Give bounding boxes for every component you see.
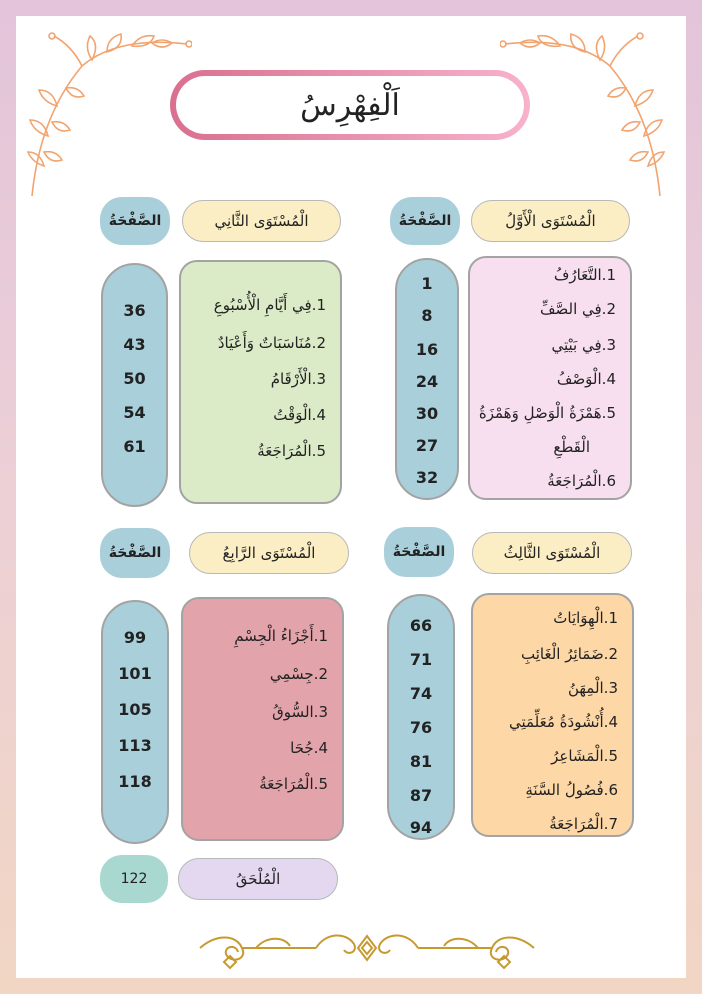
topic-item[interactable]: 4.الْوَقْتُ <box>273 406 326 424</box>
topic-item[interactable]: 5.الْمَشَاعِرُ <box>551 747 618 765</box>
level-4-pages <box>101 600 169 844</box>
page-number: 99 <box>123 628 147 647</box>
topic-item[interactable]: 7.الْمُرَاجَعَةُ <box>549 815 618 833</box>
topic-item[interactable]: 6.الْمُرَاجَعَةُ <box>547 472 616 490</box>
page-number: 87 <box>409 786 433 805</box>
level-3-header: الْمُسْتَوَى الثَّالِثُ <box>472 532 632 574</box>
level-3-topics <box>471 593 634 837</box>
topic-item[interactable]: 3.الْمِهَنُ <box>567 679 618 697</box>
page-number: 24 <box>415 372 439 391</box>
topic-item[interactable]: 4.جُحَا <box>290 739 328 757</box>
topic-item[interactable]: 2.جِسْمِي <box>269 665 328 683</box>
page-number: 101 <box>118 664 152 683</box>
topic-item[interactable]: 1.التَّعَارُفُ <box>553 266 616 284</box>
page-number: 30 <box>415 404 439 423</box>
page-number: 66 <box>409 616 433 635</box>
page-number: 81 <box>409 752 433 771</box>
page-number: 118 <box>118 772 152 791</box>
page-number: 27 <box>415 436 439 455</box>
page-number: 50 <box>123 369 146 388</box>
page-number: 61 <box>123 437 146 456</box>
page-number: 71 <box>409 650 433 669</box>
topic-item[interactable]: 2.ضَمَائِرُ الْغَائِبِ <box>521 645 618 663</box>
topic-item[interactable]: 5.هَمْزَةُ الْوَصْلِ وَهَمْزَةُ <box>478 404 616 422</box>
level-3-pages <box>387 594 455 840</box>
topic-item[interactable]: 5.الْمُرَاجَعَةُ <box>257 442 326 460</box>
appendix-label[interactable]: الْمُلْحَقُ <box>178 858 338 900</box>
topic-item[interactable]: 3.السُّوقُ <box>272 703 328 721</box>
level-4-header: الْمُسْتَوَى الرَّابِعُ <box>189 532 349 574</box>
topic-item[interactable]: 6.فُصُولُ السَّنَةِ <box>525 781 618 799</box>
floral-corner-left-icon <box>22 26 192 206</box>
level-1-header: الْمُسْتَوَى الْأَوَّلُ <box>471 200 630 242</box>
topic-item[interactable]: 3.الْأَرْقَامُ <box>270 370 326 388</box>
level-4-topics <box>181 597 344 841</box>
page-number: 1 <box>421 274 433 293</box>
topic-item[interactable]: 2.فِي الصَّفِّ <box>539 300 616 318</box>
level-2-page-header: الصَّفْحَةُ <box>100 197 170 245</box>
level-1-page-header: الصَّفْحَةُ <box>390 197 460 245</box>
appendix-page: 122 <box>100 855 168 903</box>
level-2-header: الْمُسْتَوَى الثَّانِي <box>182 200 341 242</box>
topic-item[interactable]: 4.أُنْشُودَةُ مُعَلِّمَتِي <box>508 713 618 731</box>
page-title: اَلْفِهْرِسُ <box>176 76 524 134</box>
topic-item[interactable]: 5.الْمُرَاجَعَةُ <box>259 775 328 793</box>
level-2-topics <box>179 260 342 504</box>
page-number: 43 <box>123 335 146 354</box>
level-1-topics <box>468 256 632 500</box>
topic-item-continued: الْقَطْعِ <box>553 438 590 456</box>
title-frame <box>170 70 530 140</box>
level-4-page-header: الصَّفْحَةُ <box>100 528 170 578</box>
topic-item[interactable]: 3.فِي بَيْتِي <box>551 336 616 354</box>
page-number: 8 <box>421 306 433 325</box>
level-3-page-header: الصَّفْحَةُ <box>384 527 454 577</box>
topic-item[interactable]: 1.الْهِوَايَاتُ <box>553 609 618 627</box>
page-number: 36 <box>123 301 146 320</box>
page-number: 76 <box>409 718 433 737</box>
divider-flourish-icon <box>196 924 538 972</box>
page-number: 105 <box>118 700 152 719</box>
page-number: 113 <box>118 736 152 755</box>
level-1-pages <box>395 258 459 500</box>
page-number: 54 <box>123 403 146 422</box>
page-number: 16 <box>415 340 439 359</box>
topic-item[interactable]: 2.مُنَاسَبَاتٌ وَأَعْيَادٌ <box>217 334 326 352</box>
page-number: 94 <box>409 818 433 837</box>
level-2-pages <box>101 263 168 507</box>
page-number: 32 <box>415 468 439 487</box>
topic-item[interactable]: 4.الْوَصْفُ <box>556 370 616 388</box>
page-number: 74 <box>409 684 433 703</box>
topic-item[interactable]: 1.أَجْزَاءُ الْجِسْمِ <box>234 627 328 645</box>
topic-item[interactable]: 1.فِي أَيَّامِ الْأُسْبُوعِ <box>213 296 326 314</box>
